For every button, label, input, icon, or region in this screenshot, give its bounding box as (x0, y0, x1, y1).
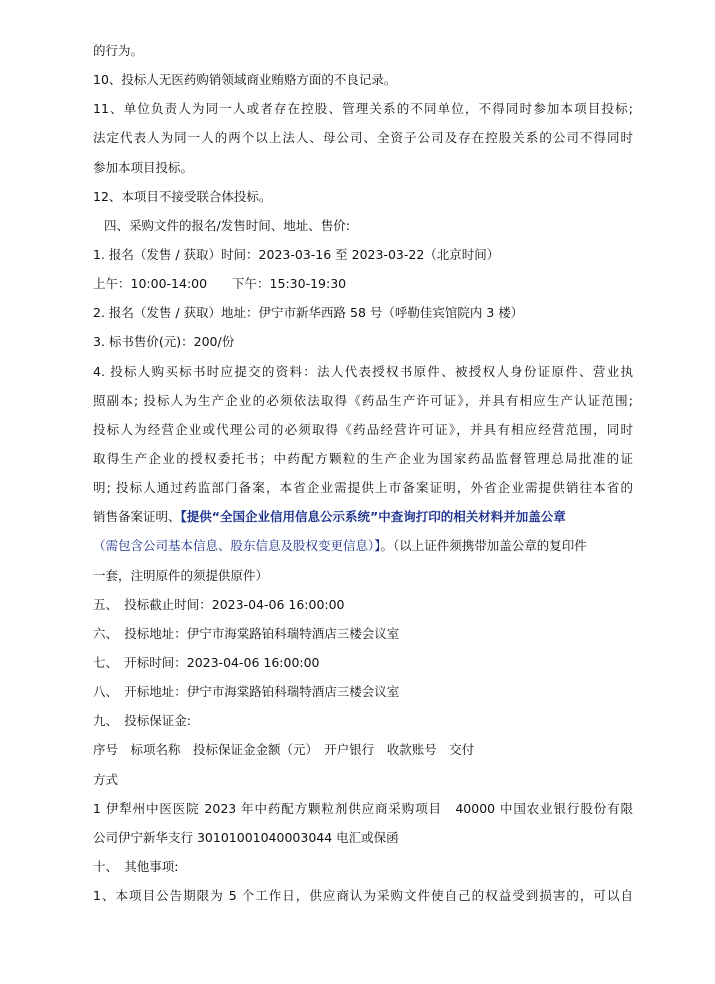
highlighted-text: （需包含公司基本信息、股东信息及股权变更信息）】 (93, 538, 381, 554)
section-heading: 九、 投标保证金: (93, 713, 191, 729)
document-body (93, 36, 633, 910)
text-line: 3. 标书售价(元)：200/份 (93, 334, 235, 350)
text-line: 1、本项目公告期限为 5 个工作日，供应商认为采购文件使自己的权益受到损害的，可以自 (93, 888, 633, 904)
text-line: 一套，注明原件的须提供原件） (93, 567, 269, 583)
highlighted-text: 【提供“全国企业信用信息公示系统”中查询打印的相关材料并加盖公章 (180, 509, 566, 525)
text-line: 照副本; 投标人为生产企业的必须依法取得《药品生产许可证》，并具有相应生产认证范围; (93, 392, 633, 408)
text-line: 1. 报名（发售 / 获取）时间：2023-03-16 至 2023-03-22（北京时间） (93, 246, 500, 262)
text-line: 12、本项目不接受联合体投标。 (93, 188, 272, 204)
text-line: 的行为。 (93, 43, 144, 58)
section-heading: 七、 开标时间：2023-04-06 16:00:00 (93, 654, 320, 670)
text-line: 2. 报名（发售 / 获取）地址：伊宁市新华西路 58 号（呼勒佳宾馆院内 3 楼） (93, 305, 524, 321)
table-header-line: 序号 标项名称 投标保证金金额（元） 开户银行 收款账号 交付 (93, 742, 475, 758)
text-line: 取得生产企业的授权委托书；中药配方颗粒的生产企业为国家药品监督管理总局批准的证 (93, 450, 633, 466)
table-row-line: 公司伊宁新华支行 30101001040003044 电汇或保函 (93, 829, 399, 845)
text-line (93, 502, 633, 531)
text-segment: 销售备案证明、 (93, 509, 181, 525)
text-line: 明; 投标人通过药监部门备案，本省企业需提供上市备案证明，外省企业需提供销往本省的 (93, 480, 633, 496)
text-line: 上午：10:00-14:00 下午：15:30-19:30 (93, 276, 347, 292)
text-line (93, 531, 633, 560)
text-line: 4. 投标人购买标书时应提交的资料：法人代表授权书原件、被授权人身份证原件、营业执 (93, 363, 633, 379)
text-line: 法定代表人为同一人的两个以上法人、母公司、全资子公司及存在控股关系的公司不得同时 (93, 130, 633, 146)
section-heading: 十、 其他事项: (93, 858, 179, 874)
table-header-line: 方式 (93, 771, 119, 787)
section-heading: 四、采购文件的报名/发售时间、地址、售价: (104, 217, 350, 233)
section-heading: 八、 开标地址：伊宁市海棠路铂科瑞特酒店三楼会议室 (93, 684, 400, 700)
text-line: 10、投标人无医药购销领域商业贿赂方面的不良记录。 (93, 72, 397, 88)
text-line: 投标人为经营企业或代理公司的必须取得《药品经营许可证》，并具有相应经营范围，同时 (93, 421, 633, 437)
table-row-line: 1 伊犁州中医医院 2023 年中药配方颗粒剂供应商采购项目 40000 中国农业银行股份有限 (93, 800, 633, 816)
text-line: 参加本项目投标。 (93, 159, 194, 175)
section-heading: 六、 投标地址：伊宁市海棠路铂科瑞特酒店三楼会议室 (93, 625, 400, 641)
text-line: 11、单位负责人为同一人或者存在控股、管理关系的不同单位，不得同时参加本项目投标; (93, 101, 633, 117)
section-heading: 五、 投标截止时间：2023-04-06 16:00:00 (93, 596, 345, 612)
text-segment: 。（以上证件须携带加盖公章的复印件 (380, 538, 587, 554)
